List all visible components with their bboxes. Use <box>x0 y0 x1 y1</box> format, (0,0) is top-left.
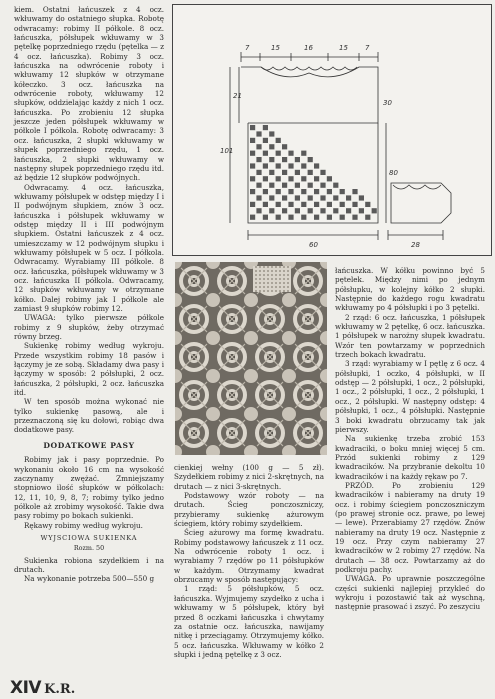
grid-square <box>269 170 274 175</box>
grid-square <box>269 131 274 136</box>
grid-square <box>333 208 338 213</box>
dim-label: 60 <box>309 241 318 249</box>
grid-square <box>308 183 313 188</box>
grid-square <box>250 215 255 220</box>
pattern-diagram-svg <box>173 5 491 255</box>
dim-label: 16 <box>304 44 313 52</box>
grid-square <box>256 157 261 162</box>
grid-square <box>365 215 370 220</box>
grid-square <box>301 189 306 194</box>
grid-square <box>276 138 281 143</box>
grid-square <box>263 125 268 130</box>
grid-square <box>352 189 357 194</box>
paragraph: Podstawowy wzór roboty — na drutach. Ścieg ponczoszniczy, przybieramy sukienkę ażurowym ściegiem, który robimy szydełkiem. <box>174 491 324 529</box>
grid-square <box>320 183 325 188</box>
grid-square <box>352 215 357 220</box>
grid-square <box>263 189 268 194</box>
grid-square <box>250 125 255 130</box>
dim-label: 80 <box>389 169 398 177</box>
grid-square <box>295 195 300 200</box>
paragraph: Odwracamy. 4 ocz. łańcuszka, wkłuwamy półsłupek w odstęp między I i II podwójnym słupkiem, znów 3 ocz. łańcuszka i półsłupek wkłuwamy w odstęp między II i III podwójnym słupkiem. Ostatni łańcuszek z 4 ocz. umieszczamy w 12 podwójnym słupku i wkłuwamy półsłupek w 5 ocz. I półkola. Odwracamy. Wyrabiamy III półkole. 8 ocz. łańcuszka, półsłupek wkłuwamy w 3 ocz. łańcuszka II półkola. Odwracamy, 12 słupków wkłuwamy w otrzymane kółko. Dalej robimy jak I półkole ale zamiast 9 słupków robimy 12. <box>14 182 164 313</box>
grid-square <box>276 151 281 156</box>
grid-square <box>250 163 255 168</box>
grid-square <box>314 176 319 181</box>
paragraph: Na wykonanie potrzeba 500—550 g <box>24 574 155 584</box>
grid-square <box>263 202 268 207</box>
grid-square <box>301 202 306 207</box>
paragraph: 2 rząd: 6 ocz. łańcuszka, 1 półsłupek wkłuwamy w 2 pętelkę, 6 ocz. łańcuszka. 1 półsłupek w narożny słupek kwadratu. Wzór ten powtarzamy w poprzednich trzech bokach kwadratu. <box>335 312 485 360</box>
page-footer <box>10 678 75 698</box>
paragraph: Robimy jak i pasy poprzednie. Po wykonaniu około 16 cm na wysokość zaczynamy zwężać. Zmniejszamy stopniowo ilość słupków w półkolach: 12, 11, 10, 9, 8, 7; robimy tylko jedno półkole aż zrobimy wysokość. Takie dwa pasy robimy po bokach sukienki. <box>14 455 164 521</box>
section-heading: DODATKOWE PASY <box>43 440 135 450</box>
dim-label: 21 <box>233 92 242 100</box>
grid-square <box>372 208 377 213</box>
grid-square <box>276 202 281 207</box>
dim-label: 15 <box>271 44 280 52</box>
grid-square <box>365 202 370 207</box>
grid-square <box>320 208 325 213</box>
grid-square <box>288 163 293 168</box>
text-column-middle <box>174 463 324 659</box>
grid-square <box>263 163 268 168</box>
pattern-diagram <box>172 4 492 256</box>
grid-square <box>327 189 332 194</box>
grid-square <box>301 151 306 156</box>
grid-square <box>269 144 274 149</box>
grid-square <box>288 151 293 156</box>
grid-square <box>333 183 338 188</box>
neckline-scallop <box>261 67 357 70</box>
grid-square <box>308 157 313 162</box>
grid-square <box>288 189 293 194</box>
dress-outline <box>241 67 378 123</box>
grid-square <box>314 163 319 168</box>
grid-square <box>320 170 325 175</box>
paragraph: Sukienkę robimy według wykroju. Przede wszystkim robimy 18 pasów i łączymy je ze sobą. Składamy dwa pasy i łączymy w sposób: 2 półsłupki, 2 ocz. łańcuszka, 2 półsłupki, 2 ocz. łańcuszka itd. <box>14 341 164 398</box>
grid-square <box>256 195 261 200</box>
grid-square <box>346 208 351 213</box>
grid-square <box>250 151 255 156</box>
grid-square <box>276 176 281 181</box>
grid-square <box>340 202 345 207</box>
grid-square <box>359 195 364 200</box>
paragraph: UWAGA. Po uprawnie poszczególne części sukienki najlepiej przykleć do wykroju i pozostawić tak aż wyschną, następnie prasować i zszyć. Po zeszyciu <box>335 574 485 612</box>
grid-square <box>256 183 261 188</box>
paragraph: UWAGA: tylko pierwsze półkole robimy z 9 słupków, żeby otrzymać równy brzeg. <box>14 313 164 342</box>
grid-square <box>352 202 357 207</box>
section-subheading: WYJSCIOWA SUKIENKA <box>40 533 138 542</box>
grid-square <box>256 170 261 175</box>
size-note: Rozm. 50 <box>73 544 105 553</box>
grid-square <box>314 189 319 194</box>
grid-square <box>282 157 287 162</box>
paragraph: Ścieg ażurowy ma formę kwadratu. Robimy podstawowy łańcuszek z 11 ocz. Na odwrócenie roboty 1 ocz. i wyrabiamy 7 rzędów po 11 półsłupków w każdym. Otrzymamy kwadrat obrzucamy w sposób następujący: <box>174 528 324 585</box>
grid-square <box>263 176 268 181</box>
grid-square <box>269 183 274 188</box>
grid-square <box>308 170 313 175</box>
text-column-left <box>14 5 164 584</box>
crochet-sample-photo <box>175 262 327 455</box>
grid-square <box>320 195 325 200</box>
grid-square <box>301 215 306 220</box>
paragraph: kiem. Ostatni łańcuszek z 4 ocz. wkłuwamy do ostatniego słupka. Robotę odwracamy: robimy II półkole. 8 ocz. łańcuszka, półsłupek wkłuwamy w 3 pętelkę poprzedniego rzędu (pętelka — z 4 ocz. łańcuszka). Robimy 3 ocz. łańcuszka na odwrócenie roboty i wkłuwamy 12 słupków w otrzymane kółeczko. 3 ocz. łańcuszka na odwrócenie roboty, wkłuwamy 12 słupków, oddzielając każdy z nich 1 ocz. łańcuszka. Po zrobieniu 12 słupka jeszcze jeden półsłupek wkłuwamy w półkole I półkola. Robotę odwracamy: 3 ocz. łańcuszka, 2 słupki wkłuwamy w słupek poprzedniego rzędu, 1 ocz. łańcuszka, 2 słupki wkłuwamy w następny słupek poprzedniego rzędu itd. aż będzie 12 słupków podwójnych. <box>14 5 164 183</box>
grid-square <box>346 195 351 200</box>
paragraph: Na sukienkę trzeba zrobić 153 kwadraciki, o boku mniej więcej 5 cm. Przód sukienki robimy z 129 kwadracików. Na przybranie dekoltu 10 kwadracików i na każdy rękaw po 7. <box>335 434 485 481</box>
dim-label: 101 <box>220 147 234 155</box>
grid-square <box>250 176 255 181</box>
paragraph: 1 rząd: 5 półsłupków, 5 ocz. łańcuszka. Wyjmujemy szydełko z ucha i wkłuwamy w 5 półsłupek, który był przed 8 oczkami łańcuszka i chwytamy za ostatnie ocz. łańcuszka, nawijamy nitkę i przeciągamy. Otrzymujemy kółko. 5 ocz. łańcuszka. Wkłuwamy w kółko 2 słupki i jedną pętelkę z 3 ocz. <box>174 584 324 659</box>
grid-square <box>314 202 319 207</box>
grid-square <box>333 195 338 200</box>
grid-square <box>295 208 300 213</box>
grid-square <box>282 144 287 149</box>
paragraph: Sukienka robiona szydełkiem i na drutach. <box>14 555 164 574</box>
grid-square <box>276 189 281 194</box>
crochet-squares-grid <box>250 125 377 220</box>
paragraph: cienkiej wełny (100 g — 5 zł). Szydełkiem robimy z nici 2-skrętnych, na drutach — z nici 3-skrętnych. <box>174 463 324 491</box>
grid-square <box>256 208 261 213</box>
grid-square <box>359 208 364 213</box>
grid-square <box>327 176 332 181</box>
dim-label: 30 <box>383 99 392 107</box>
grid-square <box>250 202 255 207</box>
dim-label: 7 <box>245 44 250 52</box>
grid-square <box>295 183 300 188</box>
grid-square <box>256 144 261 149</box>
grid-square <box>269 195 274 200</box>
grid-square <box>288 202 293 207</box>
grid-square <box>301 163 306 168</box>
grid-square <box>308 208 313 213</box>
grid-square <box>256 131 261 136</box>
grid-square <box>295 157 300 162</box>
grid-square <box>314 215 319 220</box>
dim-label: 15 <box>339 44 348 52</box>
paragraph: PRZÓD. Po zrobieniu 129 kwadracików i nabieramy na druty 19 ocz. i robimy ściegiem ponczoszniczym (po prawej stronie ocz. prawe, po lewej — lewe). Przerabiamy 27 rzędów. Znów nabieramy na druty 19 ocz. Następnie z 19 ocz. Przy czym nabieramy 27 kwadracików w 2 robimy 27 rzędów. Na drutach — 38 ocz. Powtarzamy aż do podkroju pachy. <box>335 480 485 574</box>
grid-square <box>250 189 255 194</box>
text-column-right <box>335 266 485 612</box>
grid-square <box>301 176 306 181</box>
grid-square <box>276 215 281 220</box>
grid-square <box>288 176 293 181</box>
page-number: XIV <box>10 678 42 698</box>
grid-square <box>263 215 268 220</box>
paragraph: W ten sposób można wykonać nie tylko sukienkę pasową, ale i przeznaczoną się ku dołowi, robiąc dwa dodatkowe pasy. <box>14 397 164 435</box>
dim-label: 28 <box>411 241 420 249</box>
grid-square <box>282 195 287 200</box>
grid-square <box>308 195 313 200</box>
grid-square <box>295 170 300 175</box>
grid-square <box>327 202 332 207</box>
paragraph: Rękawy robimy według wykroju. <box>24 520 143 530</box>
dim-label: 7 <box>365 44 370 52</box>
paragraph: 3 rząd: wyrabiamy w I pętlę z 6 ocz. 4 półsłupki, 1 oczko, 4 półsłupki, w II odstęp — 2 półsłupki, 1 ocz., 2 półsłupki, 1 ocz., 2 półsłupki, 1 ocz., 2 półsłupki, 1 ocz., 2 półsłupki. W następny odstęp: 4 półsłupki, 1 ocz., 4 półsłupki. Następnie 3 boki kwadratu obrzucamy tak jak pierwszy. <box>335 359 485 434</box>
grid-square <box>250 138 255 143</box>
grid-square <box>263 138 268 143</box>
grid-square <box>269 157 274 162</box>
grid-square <box>327 215 332 220</box>
lace-photo-svg <box>175 262 327 455</box>
grid-square <box>340 189 345 194</box>
grid-square <box>282 183 287 188</box>
grid-square <box>288 215 293 220</box>
grid-square <box>282 208 287 213</box>
grid-square <box>282 170 287 175</box>
grid-square <box>269 208 274 213</box>
magazine-brand: K.R. <box>44 682 76 697</box>
grid-square <box>263 151 268 156</box>
grid-square <box>340 215 345 220</box>
paragraph: łańcuszka. W kółku powinno być 5 pętelek. Między nimi po jednym półsłupku, w kolejny kółko 2 słupki. Następnie do każdego rogu kwadratu wkłuwamy po 4 półsłupki i po 3 pętelki. <box>335 266 485 313</box>
grid-square <box>276 163 281 168</box>
